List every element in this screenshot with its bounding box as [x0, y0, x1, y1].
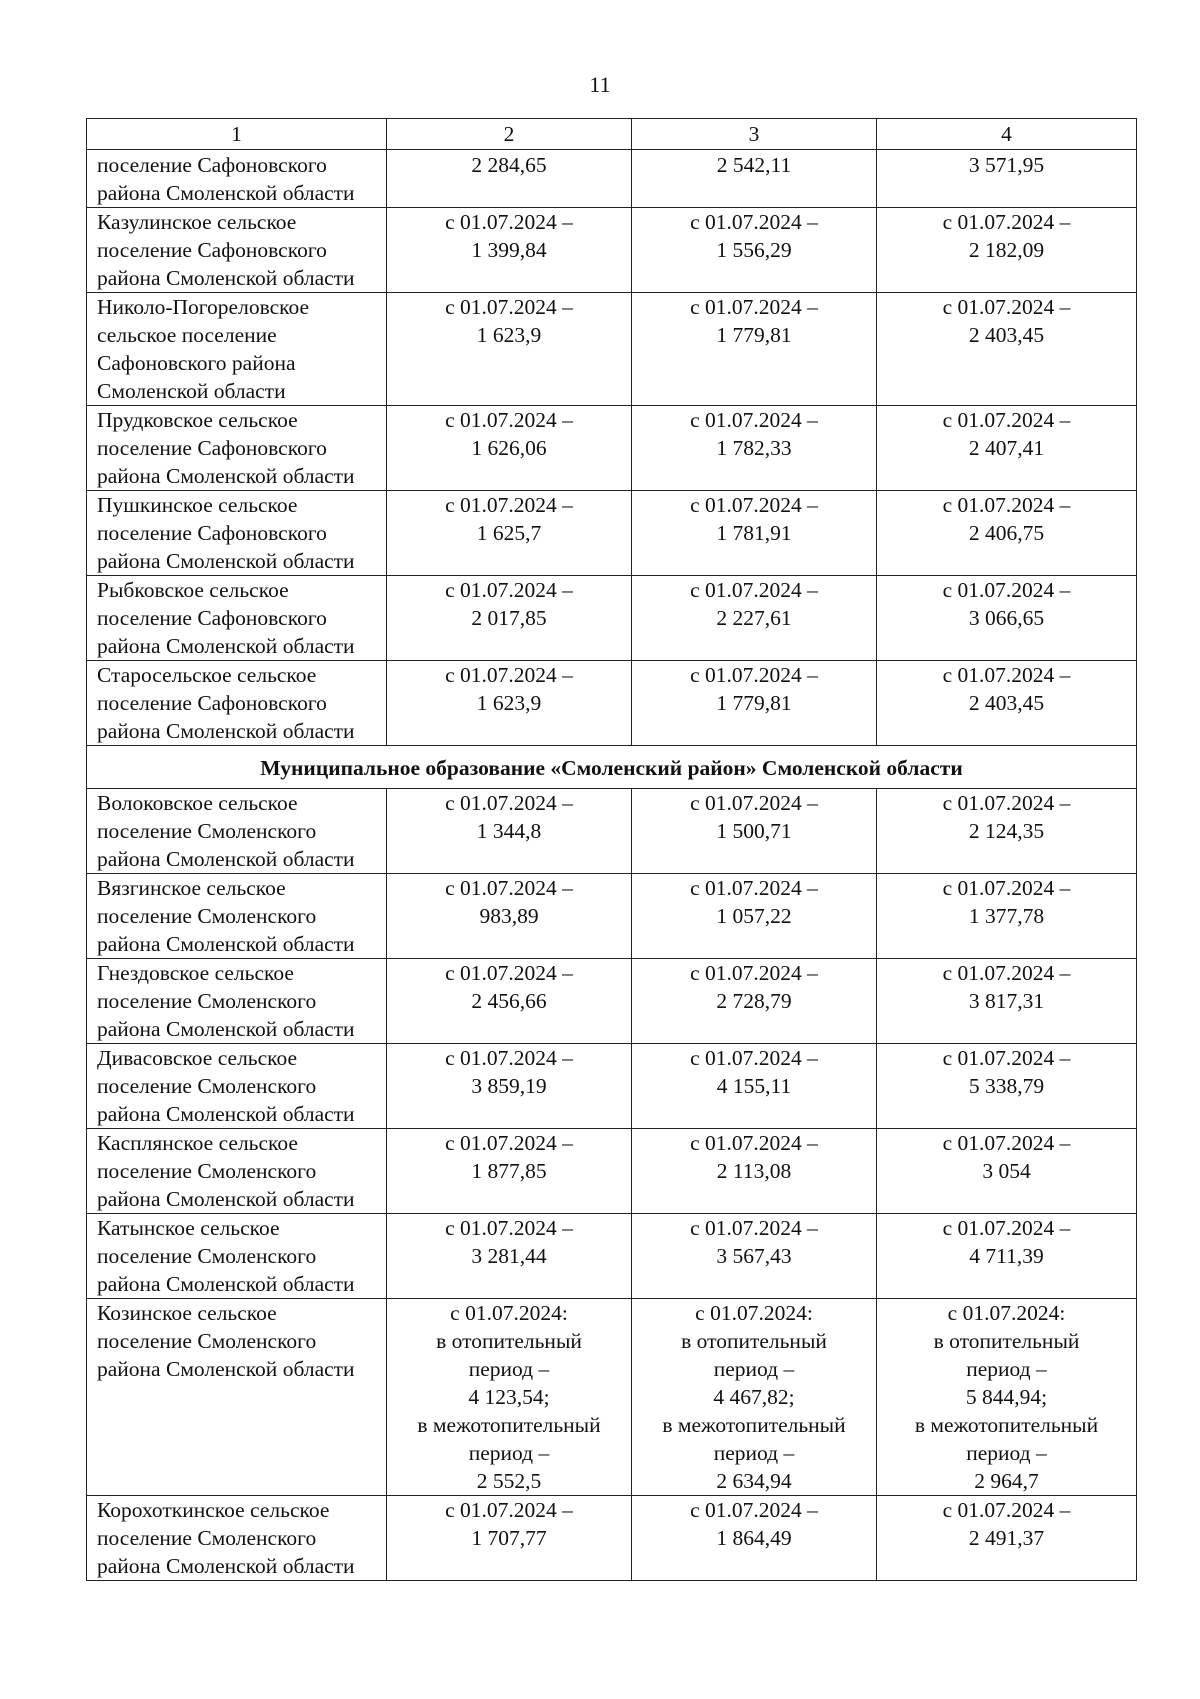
- tariff-col2-cell: [387, 491, 632, 576]
- table-row: [87, 789, 1137, 874]
- tariff-col3-cell: [632, 789, 877, 874]
- tariff-col4-cell: [877, 150, 1137, 208]
- cell-line: 2 552,5: [476, 1469, 542, 1493]
- tariff-col2-cell: [387, 1044, 632, 1129]
- cell-line: 983,89: [479, 904, 539, 928]
- table-row: [87, 491, 1137, 576]
- cell-line: 2 542,11: [716, 153, 792, 177]
- tariff-col4-cell: [877, 1214, 1137, 1299]
- cell-line: с 01.07.2024 –: [445, 493, 573, 517]
- cell-line: Рыбковское сельское: [97, 578, 289, 602]
- tariff-col4-cell: [877, 959, 1137, 1044]
- cell-line: 3 281,44: [471, 1244, 547, 1268]
- cell-line: с 01.07.2024 –: [690, 1046, 818, 1070]
- cell-line: с 01.07.2024 –: [690, 791, 818, 815]
- tariff-col4-cell: [877, 293, 1137, 406]
- cell-line: с 01.07.2024 –: [445, 295, 573, 319]
- cell-line: 2 491,37: [968, 1526, 1045, 1550]
- cell-line: 1 625,7: [476, 521, 542, 545]
- cell-line: района Смоленской области: [97, 1272, 355, 1296]
- cell-line: района Смоленской области: [97, 719, 355, 743]
- cell-line: района Смоленской области: [97, 549, 355, 573]
- cell-line: поселение Смоленского: [97, 989, 317, 1013]
- cell-line: 2 407,41: [968, 436, 1045, 460]
- cell-line: района Смоленской области: [97, 1102, 355, 1126]
- tariff-col4-cell: [877, 1044, 1137, 1129]
- cell-line: с 01.07.2024 –: [690, 1131, 818, 1155]
- cell-line: с 01.07.2024 –: [690, 295, 818, 319]
- settlement-name-cell: [87, 874, 387, 959]
- cell-line: 2 227,61: [716, 606, 792, 630]
- table-row: [87, 1214, 1137, 1299]
- tariff-col2-cell: [387, 1496, 632, 1581]
- tariff-col2-cell: [387, 661, 632, 746]
- tariff-col2-cell: [387, 208, 632, 293]
- cell-line: района Смоленской области: [97, 1187, 355, 1211]
- cell-line: Прудковское сельское: [97, 408, 298, 432]
- tariff-col2-cell: [387, 1214, 632, 1299]
- cell-line: с 01.07.2024 –: [690, 876, 818, 900]
- cell-line: с 01.07.2024 –: [445, 663, 573, 687]
- cell-line: 3 571,95: [968, 153, 1045, 177]
- column-header-1: 1: [87, 119, 387, 150]
- settlement-name-cell: [87, 1496, 387, 1581]
- cell-line: с 01.07.2024 –: [445, 408, 573, 432]
- cell-line: 2 634,94: [716, 1469, 792, 1493]
- cell-line: поселение Сафоновского: [97, 691, 327, 715]
- cell-line: 1 877,85: [471, 1159, 547, 1183]
- cell-line: Сафоновского района: [97, 351, 296, 375]
- cell-line: 5 844,94;: [965, 1385, 1048, 1409]
- cell-line: 2 403,45: [968, 323, 1045, 347]
- page-number: 11: [589, 72, 611, 97]
- tariff-col3-cell: [632, 1214, 877, 1299]
- tariff-col3-cell: [632, 1496, 877, 1581]
- cell-line: поселение Смоленского: [97, 1244, 317, 1268]
- tariff-col3-cell: [632, 491, 877, 576]
- cell-line: района Смоленской области: [97, 1554, 355, 1578]
- cell-line: с 01.07.2024 –: [445, 791, 573, 815]
- tariff-col4-cell: [877, 874, 1137, 959]
- tariff-col2-cell: [387, 293, 632, 406]
- cell-line: с 01.07.2024 –: [445, 578, 573, 602]
- cell-line: 1 781,91: [716, 521, 792, 545]
- cell-line: 2 113,08: [716, 1159, 792, 1183]
- cell-line: поселение Сафоновского: [97, 436, 327, 460]
- cell-line: с 01.07.2024 –: [942, 791, 1071, 815]
- cell-line: с 01.07.2024 –: [942, 961, 1071, 985]
- cell-line: период –: [966, 1357, 1047, 1381]
- cell-line: 2 964,7: [974, 1469, 1039, 1493]
- tariff-col3-cell: [632, 874, 877, 959]
- tariff-col4-cell: [877, 491, 1137, 576]
- settlement-name-cell: [87, 208, 387, 293]
- cell-line: Гнездовское сельское: [97, 961, 294, 985]
- cell-line: Казулинское сельское: [97, 210, 297, 234]
- cell-line: района Смоленской области: [97, 1017, 355, 1041]
- cell-line: Пушкинское сельское: [97, 493, 298, 517]
- cell-line: Катынское сельское: [97, 1216, 280, 1240]
- tariff-col3-cell: [632, 1044, 877, 1129]
- cell-line: с 01.07.2024 –: [690, 578, 818, 602]
- cell-line: с 01.07.2024 –: [942, 1131, 1071, 1155]
- cell-line: 3 817,31: [968, 989, 1045, 1013]
- column-header-4: 4: [877, 119, 1137, 150]
- settlement-name-cell: [87, 959, 387, 1044]
- cell-line: с 01.07.2024 –: [445, 961, 573, 985]
- cell-line: Старосельское сельское: [97, 663, 317, 687]
- table-row: [87, 293, 1137, 406]
- settlement-name-cell: [87, 150, 387, 208]
- cell-line: Дивасовское сельское: [97, 1046, 298, 1070]
- tariff-col2-cell: [387, 789, 632, 874]
- cell-line: с 01.07.2024 –: [690, 1498, 818, 1522]
- cell-line: 1 782,33: [716, 436, 792, 460]
- cell-line: района Смоленской области: [97, 1357, 355, 1381]
- cell-line: с 01.07.2024 –: [942, 876, 1071, 900]
- settlement-name-cell: [87, 1299, 387, 1496]
- cell-line: 2 403,45: [968, 691, 1045, 715]
- cell-line: 1 864,49: [716, 1526, 792, 1550]
- cell-line: поселение Смоленского: [97, 819, 317, 843]
- tariff-col4-cell: [877, 661, 1137, 746]
- cell-line: поселение Смоленского: [97, 1526, 317, 1550]
- cell-line: с 01.07.2024:: [450, 1301, 568, 1325]
- cell-line: 2 124,35: [968, 819, 1045, 843]
- table-row: [87, 150, 1137, 208]
- tariff-col3-cell: [632, 406, 877, 491]
- cell-line: поселение Смоленского: [97, 1329, 317, 1353]
- cell-line: с 01.07.2024 –: [690, 408, 818, 432]
- cell-line: Козинское сельское: [97, 1301, 277, 1325]
- cell-line: с 01.07.2024 –: [690, 493, 818, 517]
- column-header-2: 2: [387, 119, 632, 150]
- table-row: [87, 406, 1137, 491]
- cell-line: 3 859,19: [471, 1074, 547, 1098]
- cell-line: 2 406,75: [968, 521, 1045, 545]
- cell-line: в межотопительный: [417, 1413, 601, 1437]
- cell-line: Касплянское сельское: [97, 1131, 298, 1155]
- cell-line: в межотопительный: [662, 1413, 846, 1437]
- cell-line: с 01.07.2024 –: [445, 1131, 573, 1155]
- cell-line: Вязгинское сельское: [97, 876, 286, 900]
- settlement-name-cell: [87, 576, 387, 661]
- cell-line: 2 182,09: [968, 238, 1045, 262]
- cell-line: поселение Смоленского: [97, 1159, 317, 1183]
- table-row: [87, 1496, 1137, 1581]
- cell-line: поселение Сафоновского: [97, 606, 327, 630]
- table-row: [87, 661, 1137, 746]
- tariff-table: [86, 118, 1137, 1581]
- tariff-col3-cell: [632, 293, 877, 406]
- cell-line: с 01.07.2024 –: [942, 1498, 1071, 1522]
- cell-line: Смоленской области: [97, 379, 286, 403]
- cell-line: 1 623,9: [476, 691, 542, 715]
- cell-line: с 01.07.2024 –: [690, 210, 818, 234]
- column-number-header-row: [87, 119, 1137, 150]
- column-header-3: 3: [632, 119, 877, 150]
- settlement-name-cell: [87, 789, 387, 874]
- cell-line: с 01.07.2024:: [947, 1301, 1066, 1325]
- cell-line: 1 344,8: [476, 819, 542, 843]
- settlement-name-cell: [87, 1044, 387, 1129]
- tariff-col2-cell: [387, 874, 632, 959]
- tariff-col2-cell: [387, 576, 632, 661]
- tariff-col3-cell: [632, 208, 877, 293]
- cell-line: района Смоленской области: [97, 847, 355, 871]
- cell-line: Волоковское сельское: [97, 791, 298, 815]
- settlement-name-cell: [87, 1214, 387, 1299]
- tariff-col3-cell: [632, 150, 877, 208]
- table-row: [87, 576, 1137, 661]
- tariff-table-body: [87, 119, 1137, 1581]
- cell-line: поселение Сафоновского: [97, 153, 327, 177]
- cell-line: с 01.07.2024 –: [690, 1216, 818, 1240]
- cell-line: с 01.07.2024 –: [942, 1046, 1071, 1070]
- table-row: [87, 1299, 1137, 1496]
- cell-line: в межотопительный: [914, 1413, 1099, 1437]
- settlement-name-cell: [87, 1129, 387, 1214]
- settlement-name-cell: [87, 661, 387, 746]
- table-row: [87, 959, 1137, 1044]
- tariff-col4-cell: [877, 1129, 1137, 1214]
- cell-line: района Смоленской области: [97, 634, 355, 658]
- cell-line: 1 626,06: [471, 436, 547, 460]
- tariff-col3-cell: [632, 1129, 877, 1214]
- cell-line: 4 711,39: [969, 1244, 1044, 1268]
- table-row: [87, 874, 1137, 959]
- cell-line: период –: [468, 1441, 550, 1465]
- settlement-name-cell: [87, 491, 387, 576]
- tariff-col2-cell: [387, 1299, 632, 1496]
- cell-line: с 01.07.2024 –: [445, 1498, 573, 1522]
- cell-line: района Смоленской области: [97, 266, 355, 290]
- cell-line: 3 066,65: [968, 606, 1045, 630]
- cell-line: поселение Сафоновского: [97, 521, 327, 545]
- cell-line: с 01.07.2024 –: [690, 663, 818, 687]
- cell-line: 2 017,85: [471, 606, 547, 630]
- cell-line: 2 284,65: [471, 153, 547, 177]
- section-heading: Муниципальное образование «Смоленский район» Смоленской области: [87, 746, 1137, 789]
- cell-line: с 01.07.2024 –: [942, 210, 1071, 234]
- settlement-name-cell: [87, 293, 387, 406]
- tariff-col3-cell: [632, 576, 877, 661]
- tariff-col4-cell: [877, 1299, 1137, 1496]
- tariff-col4-cell: [877, 789, 1137, 874]
- tariff-col2-cell: [387, 406, 632, 491]
- cell-line: период –: [713, 1441, 795, 1465]
- tariff-col2-cell: [387, 959, 632, 1044]
- table-row: [87, 208, 1137, 293]
- tariff-col2-cell: [387, 1129, 632, 1214]
- cell-line: сельское поселение: [97, 323, 277, 347]
- cell-line: 4 467,82;: [713, 1385, 795, 1409]
- cell-line: района Смоленской области: [97, 464, 355, 488]
- cell-line: 4 155,11: [716, 1074, 792, 1098]
- cell-line: в отопительный: [933, 1329, 1080, 1353]
- cell-line: Николо-Погореловское: [97, 295, 310, 319]
- cell-line: 3 054: [982, 1159, 1031, 1183]
- cell-line: с 01.07.2024 –: [445, 1046, 573, 1070]
- cell-line: 1 057,22: [716, 904, 792, 928]
- cell-line: 1 707,77: [471, 1526, 547, 1550]
- cell-line: 1 623,9: [476, 323, 542, 347]
- table-row: [87, 1044, 1137, 1129]
- cell-line: 2 728,79: [716, 989, 792, 1013]
- cell-line: с 01.07.2024 –: [942, 408, 1071, 432]
- cell-line: 2 456,66: [471, 989, 547, 1013]
- tariff-col4-cell: [877, 208, 1137, 293]
- cell-line: поселение Смоленского: [97, 904, 317, 928]
- cell-line: 5 338,79: [968, 1074, 1045, 1098]
- cell-line: с 01.07.2024 –: [942, 578, 1071, 602]
- cell-line: 1 556,29: [716, 238, 792, 262]
- cell-line: с 01.07.2024:: [695, 1301, 813, 1325]
- cell-line: 3 567,43: [716, 1244, 792, 1268]
- tariff-col4-cell: [877, 576, 1137, 661]
- cell-line: 1 500,71: [716, 819, 792, 843]
- cell-line: с 01.07.2024 –: [690, 961, 818, 985]
- cell-line: с 01.07.2024 –: [445, 1216, 573, 1240]
- cell-line: с 01.07.2024 –: [942, 663, 1071, 687]
- cell-line: Корохоткинское сельское: [97, 1498, 330, 1522]
- cell-line: района Смоленской области: [97, 932, 355, 956]
- cell-line: период –: [966, 1441, 1047, 1465]
- cell-line: в отопительный: [436, 1329, 582, 1353]
- cell-line: 4 123,54;: [468, 1385, 550, 1409]
- cell-line: поселение Сафоновского: [97, 238, 327, 262]
- cell-line: с 01.07.2024 –: [942, 295, 1071, 319]
- cell-line: 1 779,81: [716, 691, 792, 715]
- cell-line: период –: [468, 1357, 550, 1381]
- tariff-col4-cell: [877, 1496, 1137, 1581]
- cell-line: района Смоленской области: [97, 181, 355, 205]
- tariff-col3-cell: [632, 661, 877, 746]
- settlement-name-cell: [87, 406, 387, 491]
- section-heading-row: [87, 746, 1137, 789]
- cell-line: 1 399,84: [471, 238, 547, 262]
- cell-line: период –: [713, 1357, 795, 1381]
- tariff-col3-cell: [632, 1299, 877, 1496]
- cell-line: 1 779,81: [716, 323, 792, 347]
- table-row: [87, 1129, 1137, 1214]
- cell-line: с 01.07.2024 –: [942, 1216, 1071, 1240]
- cell-line: в отопительный: [681, 1329, 827, 1353]
- tariff-col4-cell: [877, 406, 1137, 491]
- cell-line: с 01.07.2024 –: [445, 210, 573, 234]
- cell-line: 1 377,78: [968, 904, 1045, 928]
- tariff-col3-cell: [632, 959, 877, 1044]
- tariff-col2-cell: [387, 150, 632, 208]
- cell-line: поселение Смоленского: [97, 1074, 317, 1098]
- cell-line: с 01.07.2024 –: [942, 493, 1071, 517]
- cell-line: с 01.07.2024 –: [445, 876, 573, 900]
